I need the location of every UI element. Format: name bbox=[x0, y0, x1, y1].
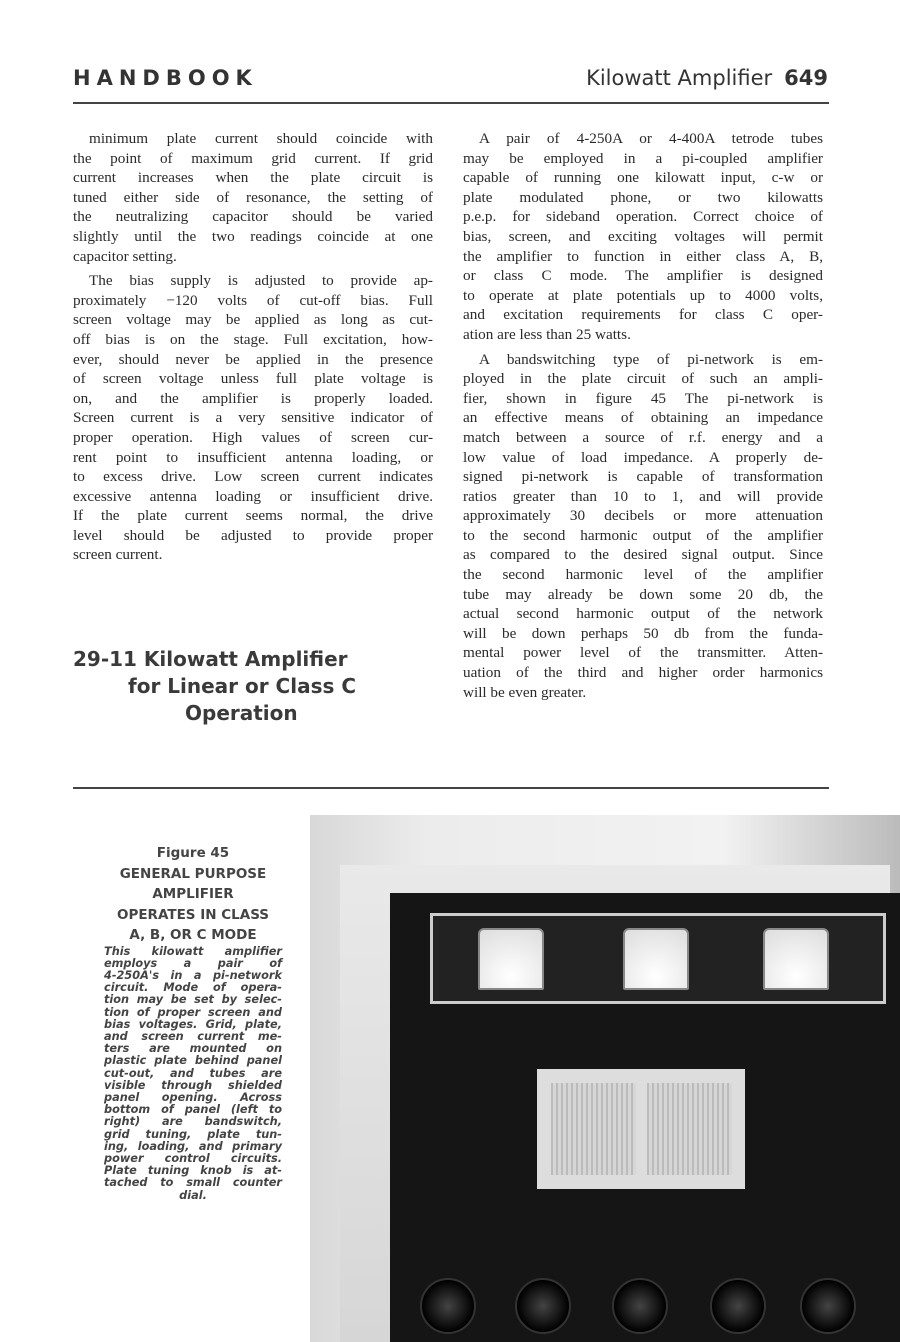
figure-title-line: AMPLIFIER bbox=[152, 886, 234, 902]
text-line: the neutralizing capacitor should be varied bbox=[73, 208, 433, 226]
text-line: ratios greater than 10 to 1, and will provide bbox=[463, 487, 823, 505]
page-number: 649 bbox=[784, 66, 828, 90]
text-line: current increases when the plate circuit is bbox=[73, 169, 433, 187]
caption-line: cut-out, and tubes are bbox=[104, 1066, 282, 1080]
caption-line: 4-250A's in a pi-network bbox=[104, 968, 282, 982]
heading-line: for Linear or Class C bbox=[128, 674, 357, 698]
text-line: may be employed in a pi-coupled amplifier bbox=[463, 149, 823, 167]
text-line: rent point to insufficient antenna loading, or bbox=[73, 448, 433, 466]
caption-line: bias voltages. Grid, plate, bbox=[104, 1017, 282, 1031]
figure-title-line: Figure 45 bbox=[156, 845, 230, 861]
caption-line: power control circuits. bbox=[104, 1151, 282, 1165]
caption-line: circuit. Mode of opera- bbox=[104, 981, 282, 995]
text-line: plate modulated phone, or two kilowatts bbox=[463, 188, 823, 206]
power-knob-icon bbox=[800, 1278, 856, 1334]
text-line: bias, screen, and exciting voltages will permit bbox=[463, 227, 823, 245]
tube-window bbox=[537, 1069, 745, 1189]
text-line: capacitor setting. bbox=[73, 247, 177, 265]
meter-window bbox=[430, 913, 886, 1004]
text-line: signed pi-network is capable of transformation bbox=[463, 468, 823, 486]
loading-knob-icon bbox=[710, 1278, 766, 1334]
text-line: and excitation requirements for class C oper- bbox=[463, 306, 823, 324]
text-line: excessive antenna loading or insufficient drive. bbox=[73, 487, 433, 505]
caption-line: This kilowatt amplifier bbox=[104, 944, 282, 958]
caption-line: panel opening. Across bbox=[104, 1090, 282, 1104]
text-line: approximately 30 decibels or more attenuation bbox=[463, 507, 823, 525]
caption-line: bottom of panel (left to bbox=[104, 1103, 282, 1117]
text-line: mental power level of the transmitter. Atten- bbox=[463, 644, 823, 662]
text-line: to operate at plate potentials up to 4000 volts, bbox=[463, 286, 823, 304]
running-title: HANDBOOK bbox=[73, 66, 258, 90]
plate-tuning-knob-icon bbox=[612, 1278, 668, 1334]
front-panel bbox=[390, 893, 900, 1342]
amplifier-photo bbox=[310, 815, 900, 1342]
text-line: low value of load impedance. A properly de- bbox=[463, 448, 823, 466]
text-line: will be even greater. bbox=[463, 683, 587, 701]
text-line: as compared to the desired signal output. Since bbox=[463, 546, 823, 564]
text-line: slightly until the two readings coincide at one bbox=[73, 227, 433, 245]
caption-line: grid tuning, plate tun- bbox=[104, 1127, 282, 1141]
text-line: the point of maximum grid current. If grid bbox=[73, 149, 433, 167]
text-line: will be down perhaps 50 db from the funda- bbox=[463, 624, 823, 642]
text-line: p.e.p. for sideband operation. Correct choice of bbox=[463, 208, 823, 226]
caption-line: ters are mounted on bbox=[104, 1042, 282, 1056]
plate-meter-icon bbox=[623, 928, 689, 990]
heading-line: 29-11 Kilowatt Amplifier bbox=[73, 647, 348, 671]
text-line: proximately −120 volts of cut-off bias. Full bbox=[73, 291, 433, 309]
section-heading bbox=[73, 646, 373, 727]
caption-line: Plate tuning knob is at- bbox=[104, 1164, 282, 1178]
caption-line: tion of proper screen and bbox=[104, 1005, 282, 1019]
caption-line: visible through shielded bbox=[104, 1078, 282, 1092]
caption-line: plastic plate behind panel bbox=[104, 1054, 282, 1068]
grid-tuning-knob-icon bbox=[515, 1278, 571, 1334]
text-line: proper operation. High values of screen cur- bbox=[73, 428, 433, 446]
text-line: off bias is on the stage. Full excitation, how- bbox=[73, 330, 433, 348]
caption-line: and screen current me- bbox=[104, 1029, 282, 1043]
caption-line: ing, loading, and primary bbox=[104, 1139, 282, 1153]
text-line: of screen voltage unless full plate voltage is bbox=[73, 370, 433, 388]
text-line: minimum plate current should coincide with bbox=[89, 130, 433, 147]
text-line: or class C mode. The amplifier is designed bbox=[463, 267, 823, 285]
text-line: If the plate current seems normal, the drive bbox=[73, 507, 433, 525]
left-column bbox=[73, 129, 433, 565]
text-line: fier, shown in figure 45 The pi-network is bbox=[463, 389, 823, 407]
text-line: Screen current is a very sensitive indicator of bbox=[73, 409, 433, 427]
section-rule bbox=[73, 787, 829, 789]
text-line: an effective means of obtaining an impedance bbox=[463, 409, 823, 427]
text-line: the amplifier to function in either class A, B, bbox=[463, 247, 823, 265]
screen-meter-icon bbox=[763, 928, 829, 990]
text-line: ation are less than 25 watts. bbox=[463, 325, 631, 343]
text-line: screen voltage may be applied as long as cut- bbox=[73, 311, 433, 329]
bandswitch-knob-icon bbox=[420, 1278, 476, 1334]
text-line: ever, should never be applied in the presence bbox=[73, 350, 433, 368]
figure-title-line: OPERATES IN CLASS bbox=[116, 906, 270, 923]
text-line: ployed in the plate circuit of such an ampli- bbox=[463, 370, 823, 388]
text-line: the second harmonic level of the amplifier bbox=[463, 566, 823, 584]
figure-title-line: A, B, OR C MODE bbox=[129, 927, 257, 943]
section-title: Kilowatt Amplifier bbox=[586, 66, 773, 90]
text-line: screen current. bbox=[73, 546, 163, 564]
right-column bbox=[463, 129, 823, 702]
text-line: to excess drive. Low screen current indicates bbox=[73, 468, 433, 486]
figure-caption bbox=[104, 843, 282, 1202]
text-line: A bandswitching type of pi-network is em- bbox=[479, 350, 823, 368]
text-line: A pair of 4-250A or 4-400A tetrode tubes bbox=[479, 130, 823, 147]
text-line: on, and the amplifier is properly loaded. bbox=[73, 389, 433, 407]
page-header-right bbox=[586, 66, 828, 90]
caption-line: right) are bandswitch, bbox=[104, 1115, 282, 1129]
text-line: The bias supply is adjusted to provide ap- bbox=[89, 272, 433, 290]
text-line: level should be adjusted to provide proper bbox=[73, 526, 433, 544]
figure-title-line: GENERAL PURPOSE bbox=[119, 865, 267, 882]
text-line: to the second harmonic output of the amplifier bbox=[463, 526, 823, 544]
caption-line: tached to small counter bbox=[104, 1176, 282, 1190]
text-line: match between a source of r.f. energy and a bbox=[463, 428, 823, 446]
text-line: capable of running one kilowatt input, c-w or bbox=[463, 169, 823, 187]
text-line: tube may already be down some 20 db, the bbox=[463, 585, 823, 603]
heading-line: Operation bbox=[185, 701, 298, 725]
text-line: uation of the third and higher order harmonics bbox=[463, 664, 823, 682]
caption-line: employs a pair of bbox=[104, 956, 282, 970]
caption-line: dial. bbox=[179, 1188, 207, 1202]
caption-line: tion may be set by selec- bbox=[104, 993, 282, 1007]
grid-meter-icon bbox=[478, 928, 544, 990]
text-line: actual second harmonic output of the network bbox=[463, 605, 823, 623]
header-rule bbox=[73, 102, 829, 104]
text-line: tuned either side of resonance, the setting of bbox=[73, 188, 433, 206]
